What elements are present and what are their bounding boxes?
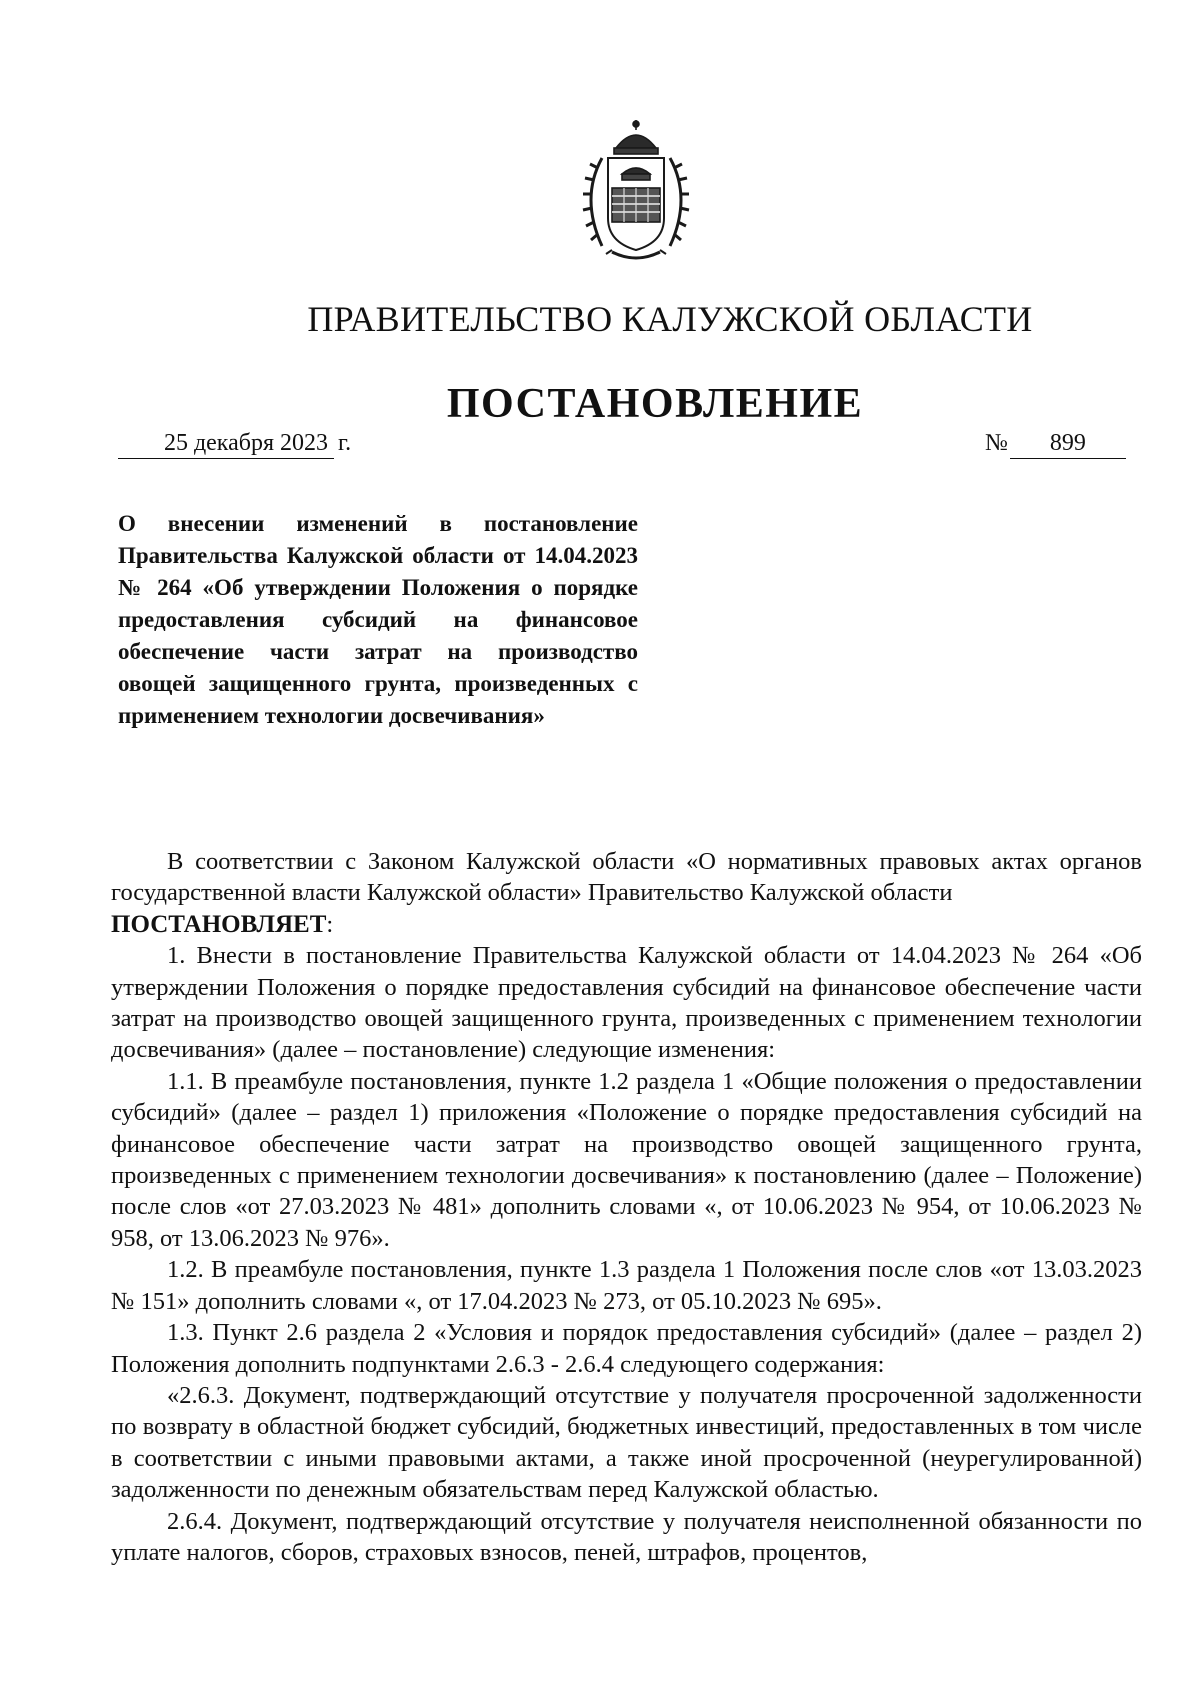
body-paragraph-1-1: 1.1. В преамбуле постановления, пункте 1.2 раздела 1 «Общие положения о предоставлении субсидий» (далее – раздел 1) приложения «Положение о порядке предоставления субсидий на финансовое обеспечение части затрат на производство овощей защищенного грунта, произведенных с применением технологии досвечивания» к постановлению (далее – Положение) после слов «от 27.03.2023 № 481» дополнить словами «, от 10.06.2023 № 954, от 10.06.2023 № 958, от 13.06.2023 № 976». xyxy=(111,1067,1142,1252)
preamble-text: В соответствии с Законом Калужской области «О нормативных правовых актах органов государственной власти Калужской области» Правительство Калужской области xyxy=(111,848,1142,907)
kaluga-coat-of-arms-emblem xyxy=(572,118,700,268)
document-subject: О внесении изменений в постановление Правительства Калужской области от 14.04.2023 № 264 «Об утверждении Положения о порядке предоставления субсидий на финансовое обеспечение части затрат на производство овощей защищенного грунта, произведенных с применением технологии досвечивания» xyxy=(118,511,638,728)
body-paragraph-2-6-3: «2.6.3. Документ, подтверждающий отсутствие у получателя просроченной задолженности по возврату в областной бюджет субсидий, бюджетных инвестиций, предоставленных в том числе в соответствии с иными правовыми актами, а также иной просроченной (неурегулированной) задолженности по денежным обязательствам перед Калужской областью. xyxy=(111,1381,1142,1504)
document-date xyxy=(118,428,351,459)
document-type-heading: ПОСТАНОВЛЕНИЕ xyxy=(446,381,864,427)
document-body xyxy=(111,846,1142,1568)
preamble-paragraph xyxy=(111,846,1142,940)
decree-word: ПОСТАНОВЛЯЕТ xyxy=(111,910,327,938)
document-number xyxy=(985,428,1126,459)
date-suffix: г. xyxy=(338,430,352,456)
body-paragraph-2-6-4: 2.6.4. Документ, подтверждающий отсутствие у получателя неисполненной обязанности по уплате налогов, сборов, страховых взносов, пеней, штрафов, процентов, xyxy=(111,1507,1142,1566)
date-value: 25 декабря 2023 xyxy=(118,428,334,459)
body-paragraph-1-3: 1.3. Пункт 2.6 раздела 2 «Условия и порядок предоставления субсидий» (далее – раздел 2) Положения дополнить подпунктами 2.6.3 - 2.6.4 следующего содержания: xyxy=(111,1319,1142,1378)
body-paragraph-1-2: 1.2. В преамбуле постановления, пункте 1.3 раздела 1 Положения после слов «от 13.03.2023 № 151» дополнить словами «, от 17.04.2023 № 273, от 05.10.2023 № 695». xyxy=(111,1256,1142,1315)
body-paragraph-1: 1. Внести в постановление Правительства Калужской области от 14.04.2023 № 264 «Об утверждении Положения о порядке предоставления субсидий на финансовое обеспечение части затрат на производство овощей защищенного грунта, произведенных с применением технологии досвечивания» (далее – постановление) следующие изменения: xyxy=(111,942,1142,1064)
decree-colon: : xyxy=(326,910,334,938)
number-label: № xyxy=(985,430,1008,456)
organization-title: ПРАВИТЕЛЬСТВО КАЛУЖСКОЙ ОБЛАСТИ xyxy=(307,299,1033,339)
number-value: 899 xyxy=(1010,428,1126,459)
